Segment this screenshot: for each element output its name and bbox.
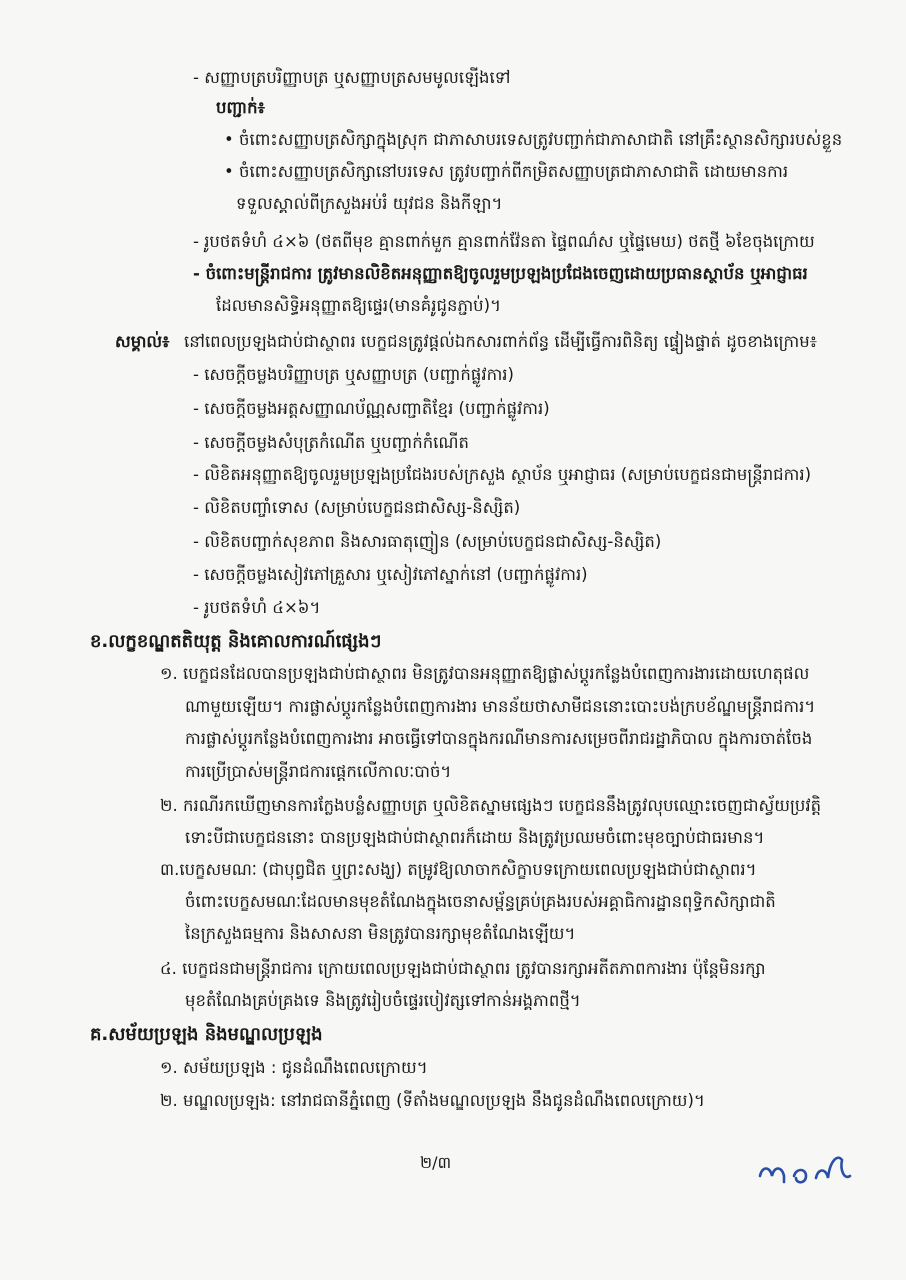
req-photo-line: - រូបថតទំហំ ៤×៦ (ថតពីមុខ គ្មានពាក់មួក គ្មានពាក់វ៉ែនតា ផ្ទៃពណ៌ស ឬផ្ទៃមេឃ) ថតថ្មី ៦ខែចុងក្រោយ <box>193 232 815 251</box>
note-label: សម្គាល់៖ <box>115 332 170 351</box>
req-bullet-domestic: • ចំពោះសញ្ញាបត្រសិក្សាក្នុងស្រុក ជាភាសាបរទេសត្រូវបញ្ជាក់ជាភាសាជាតិ នៅគ្រឹះស្ថានសិក្សារបស់ខ្លួន <box>224 130 843 149</box>
doc-item: - សេចក្តីចម្លងបរិញ្ញាបត្រ ឬសញ្ញាបត្រ (បញ្ជាក់ផ្លូវការ) <box>193 365 514 384</box>
req-civil-servant-line: - ចំពោះមន្ត្រីរាជការ ត្រូវមានលិខិតអនុញ្ញាតឱ្យចូលរួមប្រឡងប្រជែងចេញដោយប្រធានស្ថាប័ន ឬអាជ្ញាធរ <box>193 264 808 283</box>
section-heading-kh: ខ.លក្ខខណ្ឌតតិយុត្ត និងគោលការណ៍ផ្សេងៗ <box>90 631 382 652</box>
rule-line: មុខតំណែងគ្រប់គ្រងទេ និងត្រូវរៀបចំផ្ទេរបៀវត្សទៅកាន់អង្គភាពថ្មី។ <box>185 991 581 1010</box>
section-heading-k: គ.សម័យប្រឡង និងមណ្ឌលប្រឡង <box>90 1024 323 1045</box>
doc-item: - សេចក្តីចម្លងអត្តសញ្ញាណប័ណ្ណសញ្ជាតិខ្មែរ (បញ្ជាក់ផ្លូវការ) <box>193 399 550 418</box>
rule-line: នៃក្រសួងធម្មការ និងសាសនា មិនត្រូវបានរក្សាមុខតំណែងឡើយ។ <box>185 924 576 943</box>
doc-item: - សេចក្តីចម្លងសៀវភៅគ្រួសារ ឬសៀវភៅស្នាក់នៅ (បញ្ជាក់ផ្លូវការ) <box>193 565 588 584</box>
exam-center-line: ២. មណ្ឌលប្រឡង: នៅរាជធានីភ្នំពេញ (ទីតាំងមណ្ឌលប្រឡង នឹងជូនដំណឹងពេលក្រោយ)។ <box>160 1091 705 1110</box>
rule-line: ទោះបីជាបេក្ខជននោះ បានប្រឡងជាប់ជាស្ថាពរក៏ដោយ និងត្រូវប្រឈមចំពោះមុខច្បាប់ជាធរមាន។ <box>185 828 765 847</box>
rule-line: ណាមួយឡើយ។ ការផ្លាស់ប្តូរកន្លែងបំពេញការងារ មានន័យថាសាមីជននោះបោះបង់ក្របខ័ណ្ឌមន្ត្រីរាជការ។ <box>185 697 816 716</box>
rule-line: ១. បេក្ខជនដែលបានប្រឡងជាប់ជាស្ថាពរ មិនត្រូវបានអនុញ្ញាតឱ្យផ្លាស់ប្តូរកន្លែងបំពេញការងារដោយហេតុផល <box>160 664 810 683</box>
rule-line: ៤. បេក្ខជនជាមន្ត្រីរាជការ ក្រោយពេលប្រឡងជាប់ជាស្ថាពរ ត្រូវបានរក្សាអតីតភាពការងារ ប៉ុន្តែមិនរក្សា <box>160 959 766 978</box>
doc-item: - លិខិតបញ្ចាំទោស (សម្រាប់បេក្ខជនជាសិស្ស-និស្សិត) <box>193 498 521 517</box>
doc-item: - សេចក្តីចម្លងសំបុត្រកំណើត ឬបញ្ជាក់កំណើត <box>193 433 470 452</box>
rule-line: ការផ្លាស់ប្តូរកន្លែងបំពេញការងារ អាចធ្វើទៅបានក្នុងករណីមានការសម្រេចពីរាជរដ្ឋាភិបាល ក្នុងការចាត់ចែង <box>185 729 813 748</box>
rule-line: ចំពោះបេក្ខសមណៈដែលមានមុខតំណែងក្នុងចេនាសម្ព័ន្ធគ្រប់គ្រងរបស់អគ្គាធិការដ្ឋានពុទ្ធិកសិក្សាជាតិ <box>185 892 776 911</box>
doc-item: - លិខិតបញ្ជាក់សុខភាព និងសារធាតុញៀន (សម្រាប់បេក្ខជនជាសិស្ស-និស្សិត) <box>193 532 662 551</box>
req-bullet-abroad-cont: ទទួលស្គាល់ពីក្រសួងអប់រំ យុវជន និងកីឡា។ <box>236 194 503 213</box>
doc-item: - លិខិតអនុញ្ញាតឱ្យចូលរួមប្រឡងប្រជែងរបស់ក្រសួង ស្ថាប័ន ឬអាជ្ញាធរ (សម្រាប់បេក្ខជនជាមន្ត្រីរាជការ) <box>193 465 812 484</box>
rule-line: ការប្រើប្រាស់មន្ត្រីរាជការផ្តេកលើកាលៈបាច់។ <box>185 762 452 781</box>
exam-date-line: ១. សម័យប្រឡង : ជូនដំណឹងពេលក្រោយ។ <box>160 1058 428 1077</box>
rule-line: ៣.បេក្ខសមណៈ (ជាបុព្វជិត ឬព្រះសង្ឃ) តម្រូវឱ្យលាចាកសិក្ខាបទក្រោយពេលប្រឡងជាប់ជាស្ថាពរ។ <box>160 860 757 879</box>
req-bullet-abroad: • ចំពោះសញ្ញាបត្រសិក្សានៅបរទេស ត្រូវបញ្ជាក់ពីកម្រិតសញ្ញាបត្រជាភាសាជាតិ ដោយមានការ <box>224 162 789 181</box>
note-text: នៅពេលប្រឡងជាប់ជាស្ថាពរ បេក្ខជនត្រូវផ្តល់ឯកសារពាក់ព័ន្ធ ដើម្បីធ្វើការពិនិត្យ ផ្ទៀងផ្ទាត់ ដូចខាងក្រោម៖ <box>184 332 817 351</box>
rule-line: ២. ករណីរកឃើញមានការក្លែងបន្លំសញ្ញាបត្រ ឬលិខិតស្នាមផ្សេងៗ បេក្ខជននឹងត្រូវលុបឈ្មោះចេញជាស្វ័យប្រវត្តិ <box>160 796 822 815</box>
req-civil-servant-cont: ដែលមានសិទ្ធិអនុញ្ញាតឱ្យផ្ទេរ(មានគំរូជូនភ្ជាប់)។ <box>216 296 501 315</box>
doc-item: - រូបថតទំហំ ៤×៦។ <box>193 598 321 617</box>
page-number: ២/៣ <box>420 1153 452 1172</box>
req-clarification-label: បញ្ជាក់៖ <box>216 98 265 117</box>
req-degree-line: - សញ្ញាបត្របរិញ្ញាបត្រ ឬសញ្ញាបត្រសមមូលឡើងទៅ <box>193 68 511 87</box>
handwritten-initials <box>752 1146 862 1194</box>
